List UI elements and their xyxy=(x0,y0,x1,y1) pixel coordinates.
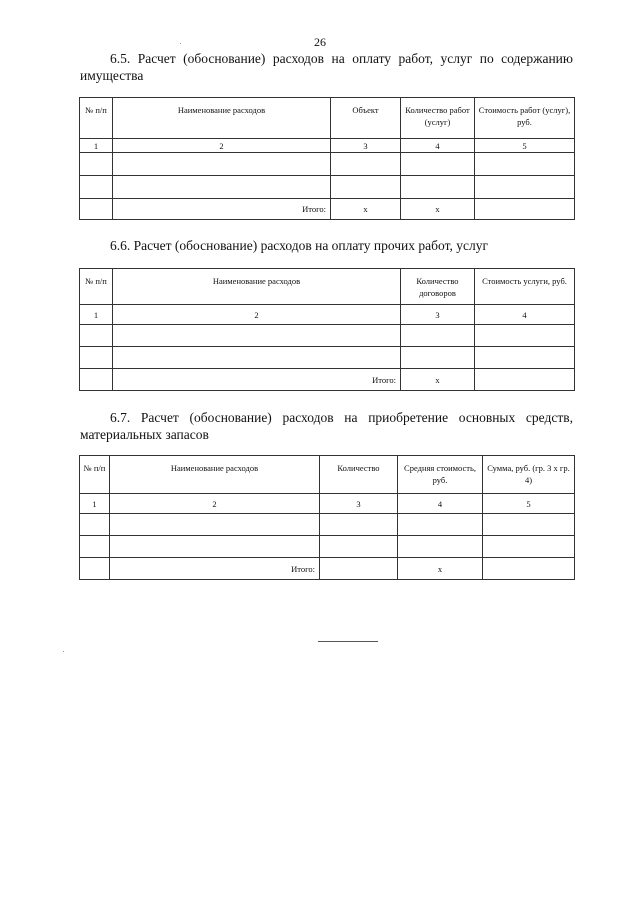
table-header-row xyxy=(80,456,575,494)
table-row xyxy=(80,536,575,558)
total-cell[interactable] xyxy=(475,369,575,391)
section-heading-6-6: 6.6. Расчет (обоснование) расходов на оплату прочих работ, услуг xyxy=(110,238,488,253)
col-header-number: № п/п xyxy=(80,456,110,494)
total-label: Итого: xyxy=(110,558,320,580)
column-number: 4 xyxy=(401,139,475,153)
total-cell: x xyxy=(401,199,475,220)
scan-speck xyxy=(180,43,181,44)
total-row xyxy=(80,558,575,580)
table-row xyxy=(80,347,575,369)
input-cell[interactable] xyxy=(475,347,575,369)
column-number: 2 xyxy=(110,494,320,514)
column-numbering-row xyxy=(80,139,575,153)
table-header-row xyxy=(80,98,575,139)
col-header-quantity: Количество xyxy=(320,456,398,494)
input-cell[interactable] xyxy=(475,153,575,176)
col-header-object: Объект xyxy=(331,98,401,139)
input-cell[interactable] xyxy=(398,514,483,536)
input-cell[interactable] xyxy=(483,536,575,558)
total-cell[interactable] xyxy=(483,558,575,580)
input-cell[interactable] xyxy=(80,325,113,347)
input-cell[interactable] xyxy=(113,347,401,369)
column-number: 1 xyxy=(80,139,113,153)
column-number: 5 xyxy=(475,139,575,153)
total-row xyxy=(80,369,575,391)
input-cell[interactable] xyxy=(80,514,110,536)
column-number: 5 xyxy=(483,494,575,514)
input-cell[interactable] xyxy=(80,536,110,558)
table-6-6 xyxy=(79,268,575,391)
input-cell[interactable] xyxy=(80,369,113,391)
total-cell: x xyxy=(398,558,483,580)
input-cell[interactable] xyxy=(401,153,475,176)
table-row xyxy=(80,514,575,536)
input-cell[interactable] xyxy=(398,536,483,558)
input-cell[interactable] xyxy=(331,153,401,176)
input-cell[interactable] xyxy=(113,176,331,199)
input-cell[interactable] xyxy=(113,325,401,347)
column-number: 2 xyxy=(113,305,401,325)
column-number: 3 xyxy=(401,305,475,325)
table-row xyxy=(80,325,575,347)
input-cell[interactable] xyxy=(320,514,398,536)
column-numbering-row xyxy=(80,305,575,325)
input-cell[interactable] xyxy=(331,176,401,199)
input-cell[interactable] xyxy=(401,325,475,347)
column-number: 2 xyxy=(113,139,331,153)
col-header-work-cost: Стоимость работ (услуг), руб. xyxy=(475,98,575,139)
input-cell[interactable] xyxy=(475,325,575,347)
column-number: 3 xyxy=(320,494,398,514)
column-numbering-row xyxy=(80,494,575,514)
total-label: Итого: xyxy=(113,369,401,391)
col-header-work-quantity: Количество работ (услуг) xyxy=(401,98,475,139)
section-heading-6-7: 6.7. Расчет (обоснование) расходов на приобретение основных средств, материальных запасов xyxy=(80,410,573,442)
col-header-average-cost: Средняя стоимость, руб. xyxy=(398,456,483,494)
input-cell[interactable] xyxy=(80,176,113,199)
table-6-5 xyxy=(79,97,575,220)
input-cell[interactable] xyxy=(80,347,113,369)
total-cell[interactable] xyxy=(320,558,398,580)
input-cell[interactable] xyxy=(80,199,113,220)
input-cell[interactable] xyxy=(483,514,575,536)
column-number: 4 xyxy=(475,305,575,325)
column-number: 1 xyxy=(80,494,110,514)
input-cell[interactable] xyxy=(113,153,331,176)
input-cell[interactable] xyxy=(110,514,320,536)
total-cell[interactable] xyxy=(475,199,575,220)
total-label: Итого: xyxy=(113,199,331,220)
total-cell: x xyxy=(401,369,475,391)
input-cell[interactable] xyxy=(80,153,113,176)
col-header-number: № п/п xyxy=(80,269,113,305)
end-divider xyxy=(318,641,378,642)
input-cell[interactable] xyxy=(475,176,575,199)
table-row xyxy=(80,153,575,176)
total-cell: x xyxy=(331,199,401,220)
input-cell[interactable] xyxy=(80,558,110,580)
input-cell[interactable] xyxy=(110,536,320,558)
column-number: 1 xyxy=(80,305,113,325)
col-header-number: № п/п xyxy=(80,98,113,139)
col-header-expense-name: Наименование расходов xyxy=(110,456,320,494)
section-heading-6-5: 6.5. Расчет (обоснование) расходов на оплату работ, услуг по содержанию имущества xyxy=(80,51,573,83)
col-header-contract-count: Количество договоров xyxy=(401,269,475,305)
column-number: 3 xyxy=(331,139,401,153)
table-6-7 xyxy=(79,455,575,580)
table-row xyxy=(80,176,575,199)
input-cell[interactable] xyxy=(401,347,475,369)
scan-speck xyxy=(63,651,64,652)
table-header-row xyxy=(80,269,575,305)
input-cell[interactable] xyxy=(320,536,398,558)
input-cell[interactable] xyxy=(401,176,475,199)
col-header-expense-name: Наименование расходов xyxy=(113,98,331,139)
col-header-expense-name: Наименование расходов xyxy=(113,269,401,305)
col-header-sum: Сумма, руб. (гр. 3 x гр. 4) xyxy=(483,456,575,494)
column-number: 4 xyxy=(398,494,483,514)
total-row xyxy=(80,199,575,220)
col-header-service-cost: Стоимость услуги, руб. xyxy=(475,269,575,305)
page-number: 26 xyxy=(314,35,326,49)
